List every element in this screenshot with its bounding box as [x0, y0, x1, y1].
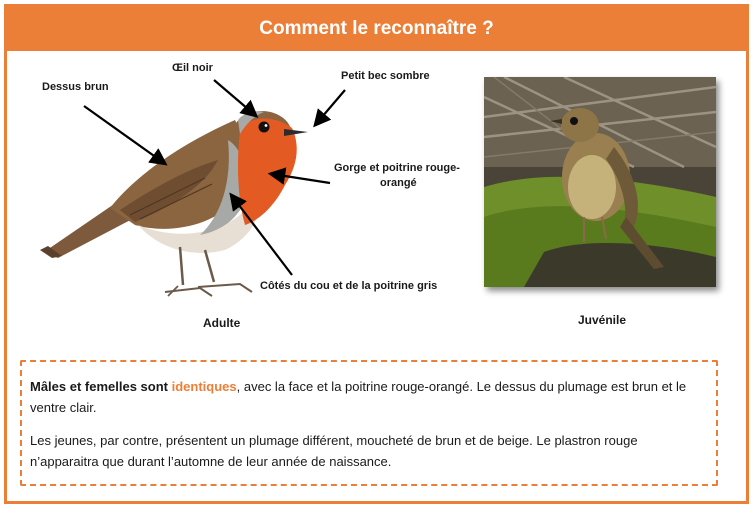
label-dessus-brun: Dessus brun — [42, 81, 109, 93]
arrow-oeil — [214, 80, 255, 115]
description-paragraph-1 — [30, 376, 708, 418]
caption-adulte: Adulte — [203, 316, 241, 330]
label-oeil-noir: Œil noir — [172, 62, 213, 74]
arrow-bec — [316, 90, 345, 124]
label-gorge — [334, 161, 460, 191]
arrow-cotes — [232, 196, 292, 275]
caption-juvenile: Juvénile — [578, 313, 627, 327]
description-box — [20, 360, 718, 486]
label-petit-bec: Petit bec sombre — [341, 70, 430, 82]
robin-juvenile-photo — [484, 77, 716, 287]
description-bold: Mâles et femelles sont — [30, 379, 168, 394]
label-gorge-line2: orangé — [380, 177, 417, 189]
arrow-gorge — [272, 174, 330, 183]
description-accent: identiques — [171, 379, 237, 394]
arrow-dessus — [84, 106, 164, 163]
label-cotes-gris: Côtés du cou et de la poitrine gris — [260, 280, 438, 292]
description-rest: , avec la face et la poitrine rouge-orangé. Le dessus du plumage est brun et le ventre clair. — [30, 379, 687, 415]
description-paragraph-2: Les jeunes, par contre, présentent un plumage différent, moucheté de brun et de beige. Le plastron rouge n’apparaitra que durant l’automne de leur année de naissance. — [30, 433, 638, 469]
label-gorge-line1: Gorge et poitrine rouge- — [334, 162, 460, 174]
card-title: Comment le reconnaître ? — [259, 18, 494, 39]
